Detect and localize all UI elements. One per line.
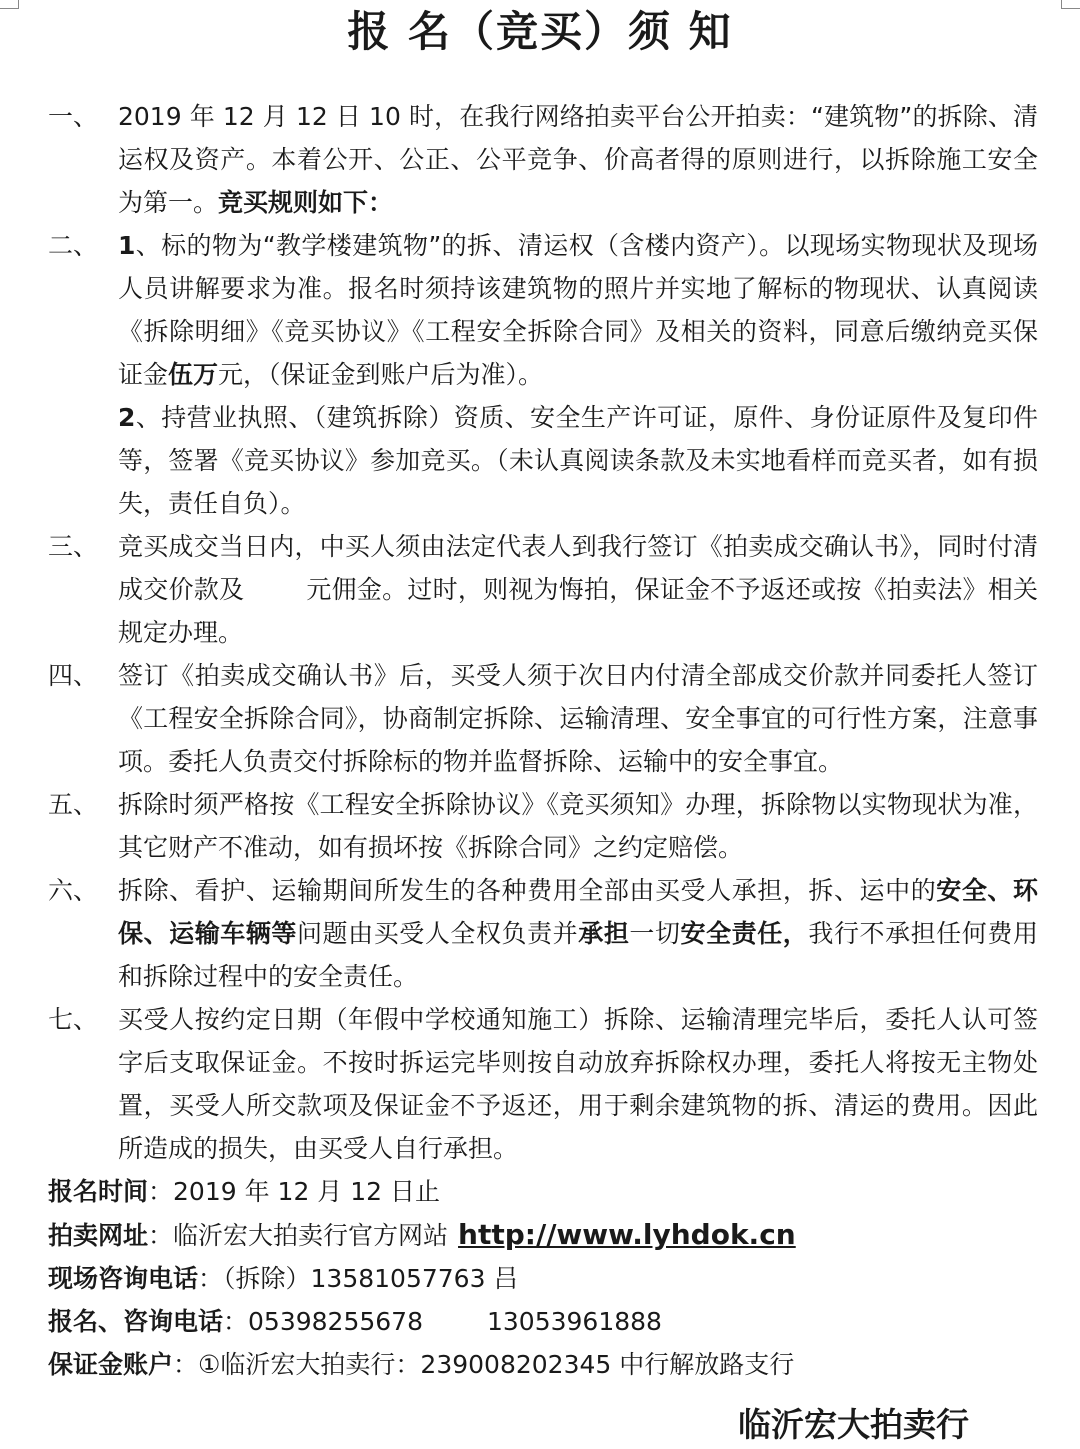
clause-5 — [48, 783, 1038, 869]
sub-clause-1: 1、标的物为“教学楼建筑物”的拆、清运权（含楼内资产）。以现场实物现状及现场人员讲解要求为准。报名时须持该建筑物的照片并实地了解标的物现状、认真阅读《拆除明细》《竞买协议》《工程安全拆除合同》及相关的资料，同意后缴纳竞买保证金伍万元，（保证金到账户后为准）。 — [118, 231, 1038, 389]
clause-number: 五、 — [48, 790, 99, 819]
clause-number: 四、 — [48, 661, 99, 690]
clause-text: 买受人按约定日期（年假中学校通知施工）拆除、运输清理完毕后，委托人认可签字后支取保证金。不按时拆运完毕则按自动放弃拆除权办理，委托人将按无主物处置，买受人所交款项及保证金不予返还，用于剩余建筑物的拆、清运的费用。因此所造成的损失，由买受人自行承担。 — [118, 1005, 1038, 1163]
clause-number: 二、 — [48, 231, 99, 260]
clause-7 — [48, 998, 1038, 1170]
clause-number: 七、 — [48, 1005, 99, 1034]
clause-number: 一、 — [48, 102, 99, 131]
info-value: ：①临沂宏大拍卖行：239008202345 中行解放路支行 — [173, 1350, 795, 1379]
info-value: ：2019 年 12 月 12 日止 — [148, 1177, 440, 1206]
clause-6 — [48, 869, 1038, 998]
info-value: ：（拆除）13581057763 吕 — [198, 1264, 519, 1293]
signup-phone-line — [48, 1300, 1038, 1343]
signup-time-line — [48, 1170, 1038, 1213]
info-label: 报名时间 — [48, 1177, 149, 1206]
clause-text: 签订《拍卖成交确认书》后，买受人须于次日内付清全部成交价款并同委托人签订《工程安全拆除合同》，协商制定拆除、运输清理、安全事宜的可行性方案，注意事项。委托人负责交付拆除标的物并监督拆除、运输中的安全事宜。 — [118, 661, 1038, 776]
clause-number: 三、 — [48, 532, 99, 561]
clause-text: 2019 年 12 月 12 日 10 时，在我行网络拍卖平台公开拍卖：“建筑物”的拆除、清运权及资产。本着公开、公正、公平竞争、价高者得的原则进行，以拆除施工安全为第一。竞买规则如下： — [118, 102, 1038, 217]
info-label: 现场咨询电话 — [48, 1264, 199, 1293]
clause-text: 拆除、看护、运输期间所发生的各种费用全部由买受人承担，拆、运中的安全、环保、运输车辆等问题由买受人全权负责并承担一切安全责任，我行不承担任何费用和拆除过程中的安全责任。 — [118, 876, 1038, 991]
info-label: 保证金账户 — [48, 1350, 174, 1379]
clause-text: 竞买成交当日内，中买人须由法定代表人到我行签订《拍卖成交确认书》，同时付清成交价款及 元佣金。过时，则视为悔拍，保证金不予返还或按《拍卖法》相关规定办理。 — [118, 532, 1038, 647]
clause-3 — [48, 525, 1038, 654]
sub-clause-2: 2、持营业执照、（建筑拆除）资质、安全生产许可证，原件、身份证原件及复印件等，签署《竞买协议》参加竞买。（未认真阅读条款及未实地看样而竞买者，如有损失，责任自负）。 — [118, 403, 1038, 518]
notice-body — [48, 95, 1038, 1386]
onsite-phone-line — [48, 1257, 1038, 1300]
website-link[interactable]: http://www.lyhdok.cn — [458, 1218, 796, 1251]
clause-2 — [48, 224, 1038, 525]
clause-text — [118, 224, 1038, 525]
auction-site-line — [48, 1213, 1038, 1257]
info-value-2: 13053961888 — [486, 1307, 662, 1336]
info-label: 报名、咨询电话 — [48, 1307, 224, 1336]
clause-text: 拆除时须严格按《工程安全拆除协议》《竞买须知》办理，拆除物以实物现状为准，其它财产不准动，如有损坏按《拆除合同》之约定赔偿。 — [118, 790, 1038, 862]
clause-1 — [48, 95, 1038, 224]
deposit-account-line — [48, 1343, 1038, 1386]
page-title: 报 名（竞买）须 知 — [347, 7, 733, 56]
deposit-amount: 伍万 — [168, 360, 219, 389]
clause-4 — [48, 654, 1038, 783]
clause-number: 六、 — [48, 876, 99, 905]
info-value: ：临沂宏大拍卖行官方网站 — [148, 1221, 449, 1250]
rules-heading: 竞买规则如下： — [218, 188, 394, 217]
info-label: 拍卖网址 — [48, 1221, 149, 1250]
signature: 临沂宏大拍卖行 — [738, 1405, 969, 1444]
info-value: ：05398255678 — [223, 1307, 423, 1336]
